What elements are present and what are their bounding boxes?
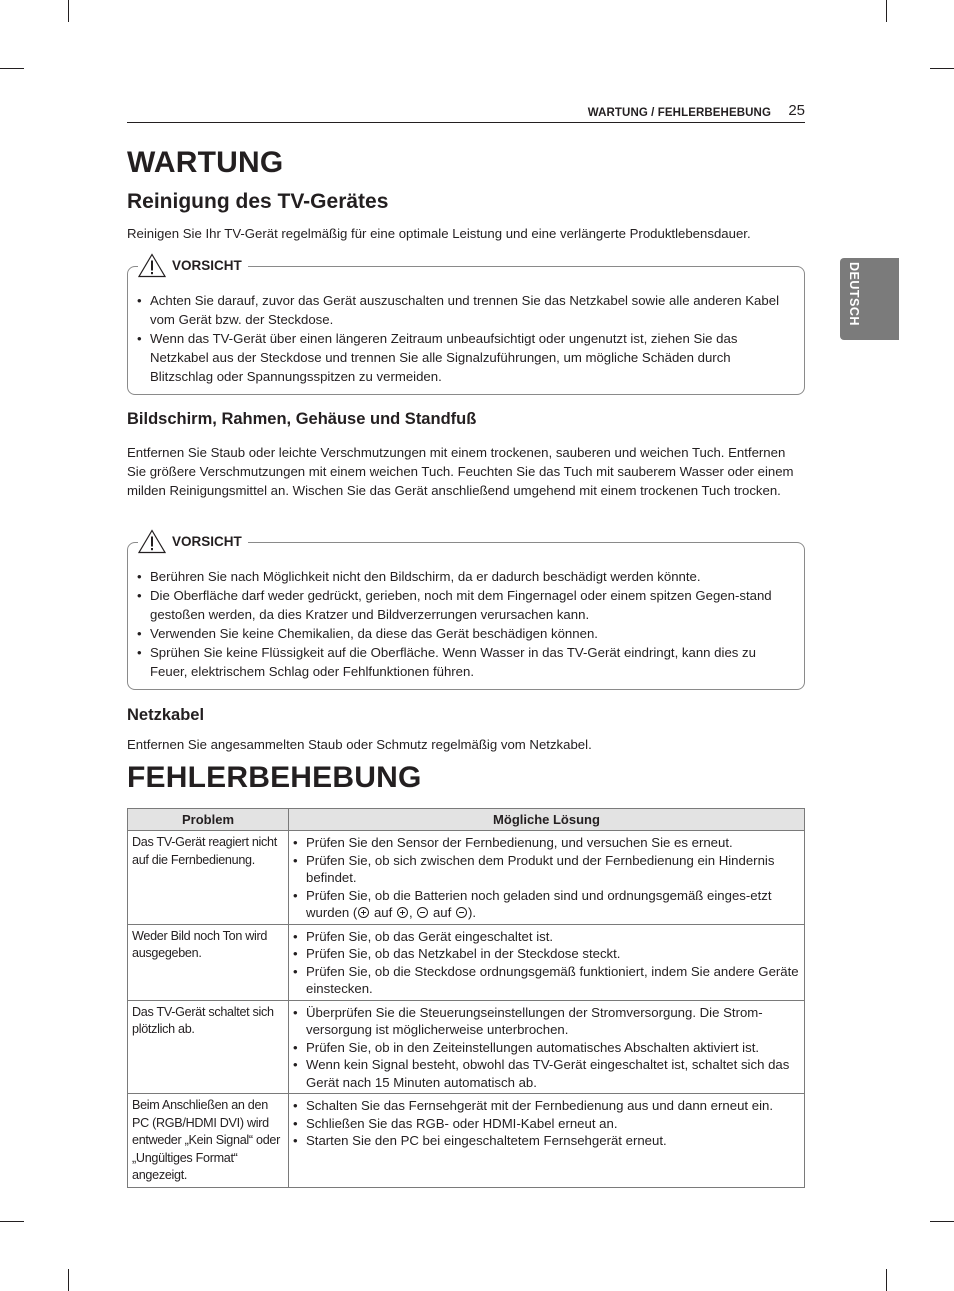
table-row (128, 924, 805, 1000)
solution-cell (289, 924, 805, 1000)
solution-item: • Prüfen Sie, ob das Gerät eingeschaltet ist. (293, 928, 800, 946)
solution-item: • Wenn kein Signal besteht, obwohl das TV-Gerät eingeschaltet ist, schaltet sich das Gerät nach 15 Minuten automatisch ab. (293, 1056, 800, 1091)
crop-mark (886, 0, 887, 22)
header-section-title: WARTUNG / FEHLERBEHEBUNG (587, 107, 771, 119)
warning-triangle-icon (138, 529, 166, 554)
crop-mark (886, 1269, 887, 1291)
problem-cell: Das TV-Gerät schaltet sich plötzlich ab. (128, 1000, 289, 1094)
solution-item-battery (293, 887, 800, 922)
minus-circle-icon (456, 907, 467, 918)
caution-item: • Berühren Sie nach Möglichkeit nicht den Bildschirm, da er dadurch beschädigt werden könnte. (137, 567, 793, 586)
solution-item: • Prüfen Sie den Sensor der Fernbedienung, und versuchen Sie es erneut. (293, 834, 800, 852)
crop-mark (68, 0, 69, 22)
solution-item: • Prüfen Sie, ob in den Zeiteinstellungen automatisches Abschalten aktiviert ist. (293, 1039, 800, 1057)
solution-cell (289, 1094, 805, 1188)
caution-header (138, 253, 248, 278)
caution-item: • Wenn das TV-Gerät über einen längeren Zeitraum unbeaufsichtigt oder ungenutzt ist, ziehen Sie das Netzkabel aus der Steckdose und trennen Sie alle Signalzuführungen, um mögliche Schäden durch Blitzschlag oder Spannungsspitzen zu vermeiden. (137, 329, 793, 386)
solution-item: • Prüfen Sie, ob das Netzkabel in der Steckdose steckt. (293, 945, 800, 963)
caution-item: • Verwenden Sie keine Chemikalien, da diese das Gerät beschädigen können. (137, 624, 793, 643)
crop-mark (68, 1269, 69, 1291)
solution-item: • Schließen Sie das RGB- oder HDMI-Kabel erneut an. (293, 1115, 800, 1133)
caution-item: • Achten Sie darauf, zuvor das Gerät auszuschalten und trennen Sie das Netzkabel sowie alle anderen Kabel vom Gerät bzw. der Steckdose. (137, 291, 793, 329)
battery-text-auf: auf (370, 905, 396, 920)
solution-item: • Prüfen Sie, ob sich zwischen dem Produkt und der Fernbedienung ein Hindernis befindet. (293, 852, 800, 887)
page-number: 25 (788, 102, 805, 119)
caution-box-2 (127, 534, 805, 690)
table-row (128, 1000, 805, 1094)
battery-text-auf: auf (429, 905, 455, 920)
solution-item: • Starten Sie den PC bei eingeschaltetem Fernsehgerät erneut. (293, 1132, 800, 1150)
problem-cell: Beim Anschließen an den PC (RGB/HDMI DVI) wird entweder „Kein Signal“ oder „Ungültiges Format“ angezeigt. (128, 1094, 289, 1188)
solution-cell (289, 831, 805, 925)
problem-cell: Das TV-Gerät reagiert nicht auf die Fernbedienung. (128, 831, 289, 925)
screen-heading: Bildschirm, Rahmen, Gehäuse und Standfuß (127, 410, 477, 428)
caution-label: VORSICHT (172, 534, 242, 549)
language-tab-label: DEUTSCH (847, 262, 861, 326)
crop-mark (0, 1221, 24, 1222)
solution-item: • Überprüfen Sie die Steuerungseinstellungen der Stromversorgung. Die Strom-versorgung ist möglicherweise unterbrochen. (293, 1004, 800, 1039)
caution-list (137, 291, 793, 386)
column-header-problem: Problem (128, 809, 289, 831)
caution-label: VORSICHT (172, 258, 242, 273)
column-header-solution: Mögliche Lösung (289, 809, 805, 831)
solution-cell (289, 1000, 805, 1094)
caution-box-1 (127, 258, 805, 395)
minus-circle-icon (417, 907, 428, 918)
troubleshooting-table (127, 808, 805, 1188)
table-row (128, 1094, 805, 1188)
solution-item: • Schalten Sie das Fernsehgerät mit der Fernbedienung aus und dann erneut ein. (293, 1097, 800, 1115)
warning-triangle-icon (138, 253, 166, 278)
cleaning-intro: Reinigen Sie Ihr TV-Gerät regelmäßig für eine optimale Leistung und eine verlängerte Produktlebensdauer. (127, 226, 751, 241)
plus-circle-icon (397, 907, 408, 918)
fehlerbehebung-title: FEHLERBEHEBUNG (127, 761, 422, 794)
running-header (127, 104, 805, 123)
caution-header (138, 529, 248, 554)
wartung-title: WARTUNG (127, 146, 284, 179)
caution-item: • Die Oberfläche darf weder gedrückt, gerieben, noch mit dem Fingernagel oder einem spitzen Gegen-stand gestoßen werden, da dies Kratzer und Bildverzerrungen verursachen kann. (137, 586, 793, 624)
battery-text-prefix: Prüfen Sie, ob die Batterien noch geladen sind und ordnungsgemäß einges-etzt wurden ( (306, 887, 772, 920)
plus-circle-icon (358, 907, 369, 918)
cleaning-subtitle: Reinigung des TV-Gerätes (127, 190, 389, 213)
table-row (128, 831, 805, 925)
solution-item: • Prüfen Sie, ob die Steckdose ordnungsgemäß funktioniert, indem Sie andere Geräte einstecken. (293, 963, 800, 998)
screen-text: Entfernen Sie Staub oder leichte Verschmutzungen mit einem trockenen, sauberen und weichen Tuch. Entfernen Sie größere Verschmutzungen mit einem weichen Tuch. Feuchten Sie das Tuch mit sauberem Wasser oder einem milden Reinigungsmittel an. Wischen Sie das Gerät anschließend umgehend mit einem trockenen Tuch trocken. (127, 445, 794, 498)
battery-text-comma: , (408, 905, 417, 920)
cable-heading: Netzkabel (127, 706, 205, 724)
crop-mark (0, 68, 24, 69)
caution-item: • Sprühen Sie keine Flüssigkeit auf die Oberfläche. Wenn Wasser in das TV-Gerät eindringt, kann dies zu Feuer, elektrischem Schlag oder Fehlfunktionen führen. (137, 643, 793, 681)
caution-list (137, 567, 793, 681)
crop-mark (930, 1221, 954, 1222)
problem-cell: Weder Bild noch Ton wird ausgegeben. (128, 924, 289, 1000)
battery-text-suffix: ). (467, 905, 477, 920)
cable-text: Entfernen Sie angesammelten Staub oder Schmutz regelmäßig vom Netzkabel. (127, 737, 592, 752)
crop-mark (930, 68, 954, 69)
language-tab (840, 258, 899, 340)
table-header-row (128, 809, 805, 831)
